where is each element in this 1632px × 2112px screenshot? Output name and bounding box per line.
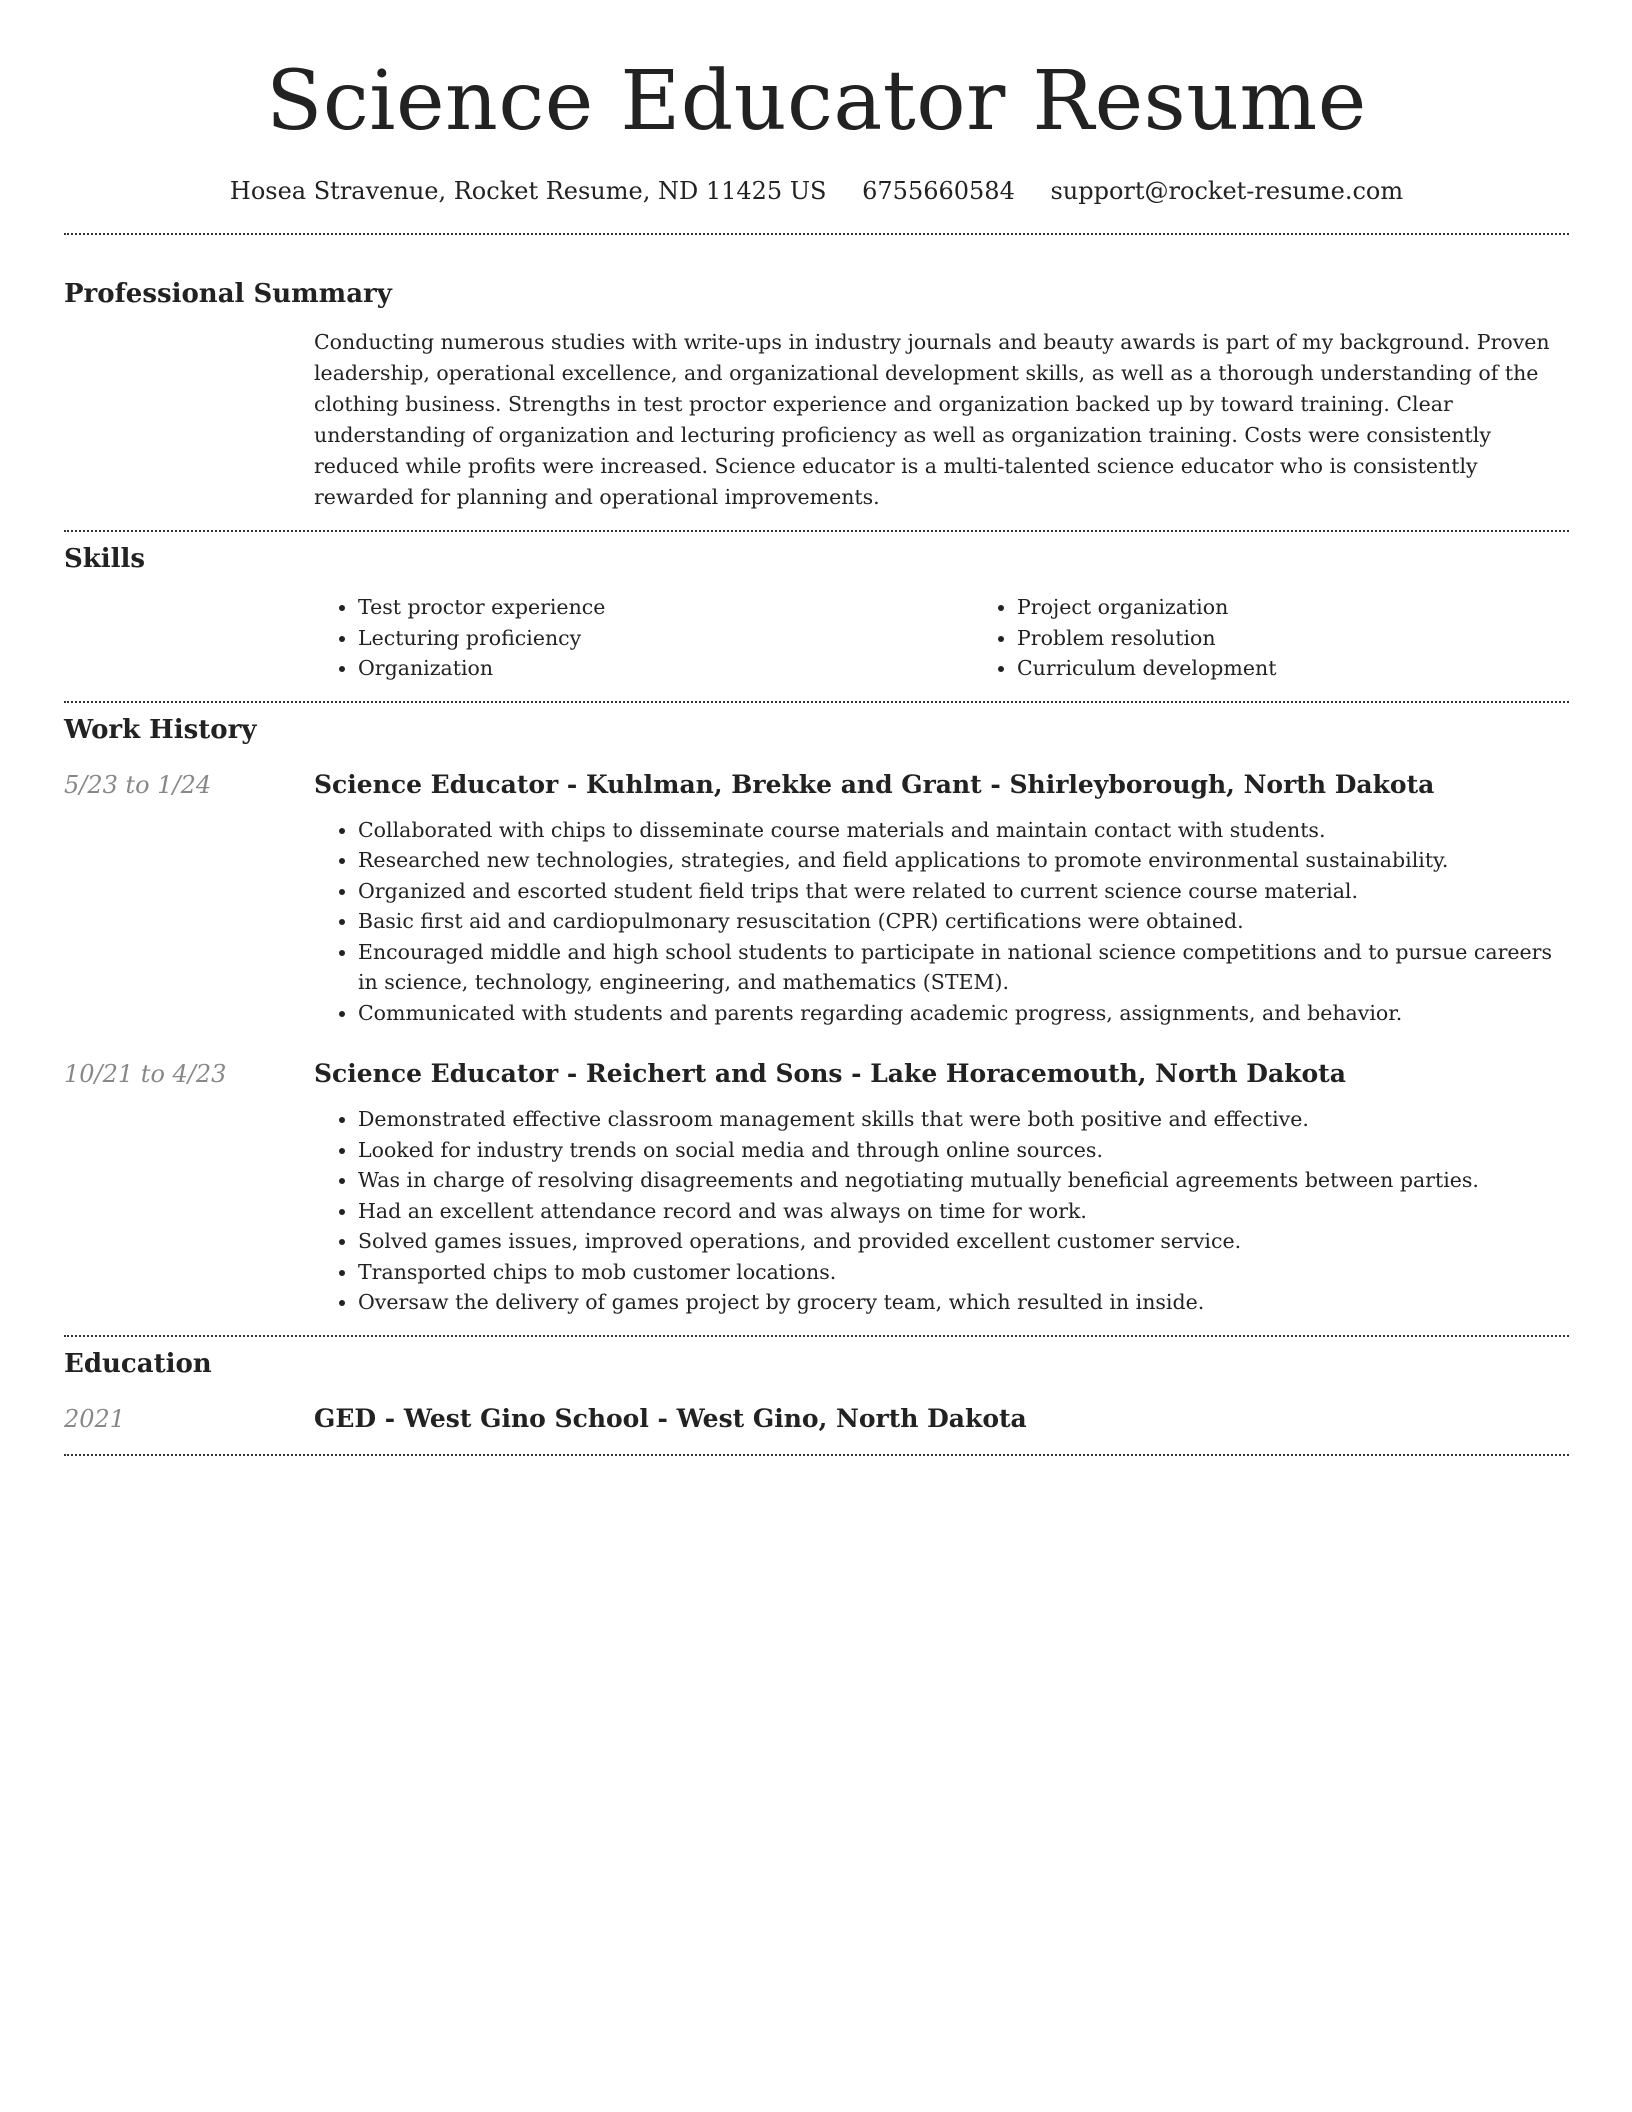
- education-year: 2021: [64, 1404, 126, 1433]
- skill-item: • Test proctor experience: [358, 592, 973, 623]
- job-title: Science Educator - Reichert and Sons - Lake Horacemouth, North Dakota: [314, 1059, 1346, 1088]
- skills-list-right: [973, 592, 1632, 684]
- job-bullet: • Encouraged middle and high school students to participate in national science competitions and to pursue careers in science, technology, engineering, and mathematics (STEM).: [358, 937, 1569, 998]
- job-dates: 5/23 to 1/24: [64, 770, 212, 799]
- education-title: GED - West Gino School - West Gino, North Dakota: [314, 1403, 1027, 1433]
- job-bullets: [314, 1104, 1569, 1318]
- skill-item: • Lecturing proficiency: [358, 623, 973, 654]
- skills-section: [64, 541, 1569, 684]
- work-heading: Work History: [64, 714, 257, 745]
- divider: [64, 1335, 1569, 1337]
- job-bullet: • Was in charge of resolving disagreements and negotiating mutually beneficial agreements between parties.: [358, 1165, 1569, 1196]
- education-section: [64, 1346, 1569, 1437]
- divider: [64, 530, 1569, 532]
- job-entry: [64, 767, 1569, 1029]
- skill-item: • Project organization: [1017, 592, 1632, 623]
- contact-email: support@rocket-resume.com: [1050, 177, 1404, 205]
- job-bullet: • Organized and escorted student field trips that were related to current science course material.: [358, 876, 1569, 907]
- job-bullet: • Looked for industry trends on social media and through online sources.: [358, 1135, 1569, 1166]
- job-bullet: • Transported chips to mob customer locations.: [358, 1257, 1569, 1288]
- skill-item: • Problem resolution: [1017, 623, 1632, 654]
- skills-list-left: [314, 592, 973, 684]
- work-section: [64, 712, 1569, 1318]
- job-title: Science Educator - Kuhlman, Brekke and Grant - Shirleyborough, North Dakota: [314, 769, 1435, 799]
- job-bullet: • Collaborated with chips to disseminate course materials and maintain contact with students.: [358, 815, 1569, 846]
- job-bullet: • Demonstrated effective classroom management skills that were both positive and effective.: [358, 1104, 1569, 1135]
- job-bullet: • Solved games issues, improved operations, and provided excellent customer service.: [358, 1226, 1569, 1257]
- divider: [64, 1454, 1569, 1456]
- job-bullet: • Oversaw the delivery of games project by grocery team, which resulted in inside.: [358, 1287, 1569, 1318]
- job-dates: 10/21 to 4/23: [64, 1060, 227, 1088]
- education-heading: Education: [64, 1348, 212, 1379]
- skill-item: • Organization: [358, 653, 973, 684]
- divider: [64, 701, 1569, 703]
- summary-section: [64, 276, 1569, 513]
- divider: [64, 233, 1569, 235]
- summary-text: Conducting numerous studies with write-ups in industry journals and beauty awards is part of my background. Proven leadership, operational excellence, and organizational development skills, as well as a thorough understanding of the clothing business. Strengths in test proctor experience and organization backed up by toward training. Clear understanding of organization and lecturing proficiency as well as organization training. Costs were consistently reduced while profits were increased. Science educator is a multi-talented science educator who is consistently rewarded for planning and operational improvements.: [314, 330, 1550, 509]
- education-entry: [64, 1401, 1569, 1437]
- job-bullet: • Researched new technologies, strategies, and field applications to promote environmental sustainability.: [358, 845, 1569, 876]
- job-entry: [64, 1056, 1569, 1318]
- skill-item: • Curriculum development: [1017, 653, 1632, 684]
- job-bullet: • Had an excellent attendance record and was always on time for work.: [358, 1196, 1569, 1227]
- job-bullet: • Communicated with students and parents regarding academic progress, assignments, and behavior.: [358, 998, 1569, 1029]
- contact-address: Hosea Stravenue, Rocket Resume, ND 11425 US: [229, 177, 827, 205]
- contact-phone: 6755660584: [862, 177, 1015, 205]
- job-bullets: [314, 815, 1569, 1029]
- resume-page: [64, 0, 1569, 1456]
- summary-heading: Professional Summary: [64, 279, 392, 309]
- page-title: Science Educator Resume: [266, 54, 1367, 149]
- skills-heading: Skills: [64, 544, 146, 574]
- contact-line: [64, 174, 1569, 208]
- job-bullet: • Basic first aid and cardiopulmonary resuscitation (CPR) certifications were obtained.: [358, 906, 1569, 937]
